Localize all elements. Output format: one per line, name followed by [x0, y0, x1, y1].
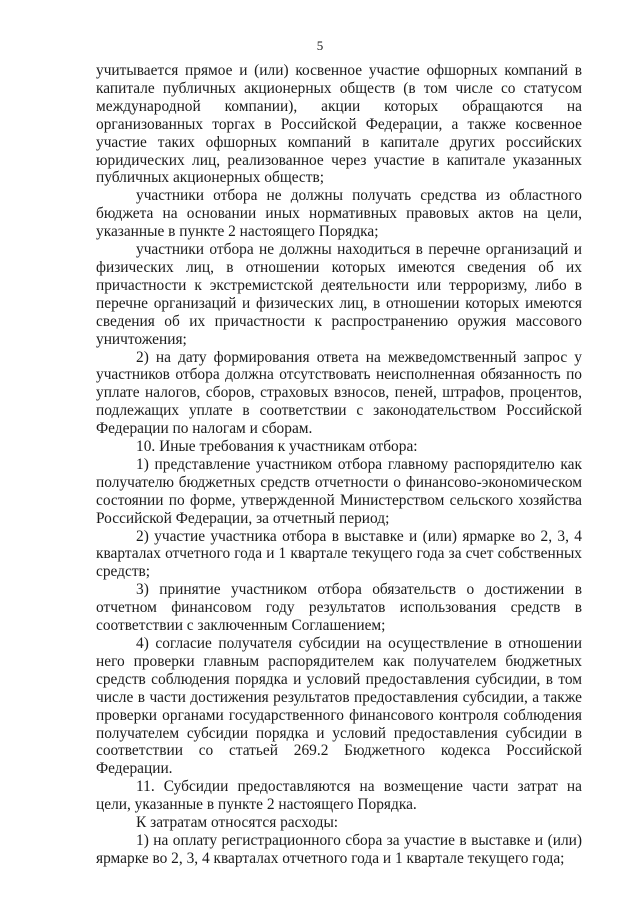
paragraph-registration-fee: 1) на оплату регистрационного сбора за участие в выставке и (или) ярмарке во 2, 3, 4 кварталах отчетного года и 1 квартале текущего года; — [96, 831, 582, 867]
paragraph-inspection-consent: 4) согласие получателя субсидии на осуществление в отношении него проверки главным распорядителем как получателем бюджетных средств соблюдения порядка и условий предоставления субсидии, в том числе в части достижения результатов предоставления субсидии, а также проверки органами государственного финансового контроля соблюдения получателем субсидии порядка и условий предоставления субсидии в соответствии со статьей 269.2 Бюджетного кодекса Российской Федерации. — [96, 635, 582, 778]
page-number: 5 — [316, 38, 324, 53]
document-body — [96, 62, 582, 868]
section-heading-10: 10. Иные требования к участникам отбора: — [136, 438, 418, 456]
paragraph-no-regional-budget: участники отбора не должны получать средства из областного бюджета на основании иных нормативных правовых актов на цели, указанные в пункте 2 настоящего Порядка; — [96, 187, 582, 241]
paragraph-expenses-intro: К затратам относятся расходы: — [136, 814, 339, 832]
paragraph-no-tax-debt: 2) на дату формирования ответа на межведомственный запрос у участников отбора должна отсутствовать неисполненная обязанность по уплате налогов, сборов, страховых взносов, пеней, штрафов, процентов, подлежащих уплате в соответствии с законодательством Российской Федерации по налогам и сборам. — [96, 348, 582, 438]
paragraph-not-in-extremism-list: участники отбора не должны находиться в перечне организаций и физических лиц, в отношении которых имеются сведения об их причастности к экстремистской деятельности или терроризму, либо в перечне организаций и физических лиц, в отношении которых имеются сведения об их причастности к распространению оружия массового уничтожения; — [96, 241, 582, 348]
paragraph-obligations: 3) принятие участником отбора обязательств о достижении в отчетном финансовом году результатов использования средств в соответствии с заключенным Соглашением; — [96, 581, 582, 635]
paragraph-offshore-participation: учитывается прямое и (или) косвенное участие офшорных компаний в капитале публичных акционерных обществ (в том числе со статусом международной компании), акции которых обращаются на организованных торгах в Российской Федерации, а также косвенное участие таких офшорных компаний в капитале других российских юридических лиц, реализованное через участие в капитале указанных публичных акционерных обществ; — [96, 62, 582, 187]
paragraph-exhibition-participation: 2) участие участника отбора в выставке и (или) ярмарке во 2, 3, 4 кварталах отчетного года и 1 квартале текущего года за счет собственных средств; — [96, 527, 582, 581]
paragraph-reporting: 1) представление участником отбора главному распорядителю как получателю бюджетных средств отчетности о финансово-экономическом состоянии по форме, утвержденной Министерством сельского хозяйства Российской Федерации, за отчетный период; — [96, 455, 582, 527]
section-heading-11: 11. Субсидии предоставляются на возмещение части затрат на цели, указанные в пункте 2 настоящего Порядка. — [96, 778, 582, 814]
